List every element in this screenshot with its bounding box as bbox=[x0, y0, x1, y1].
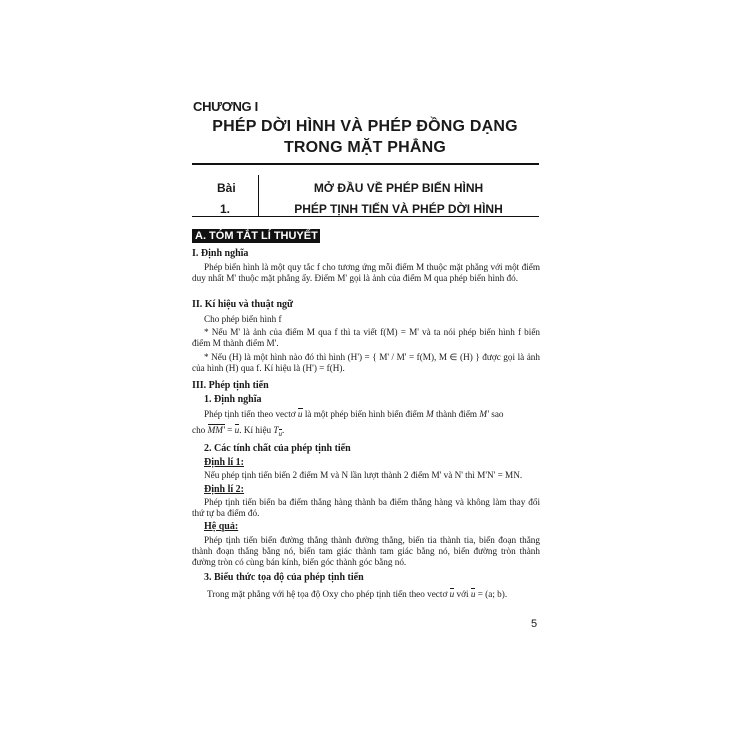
page-number: 5 bbox=[531, 618, 538, 630]
chapter-label: CHƯƠNG I bbox=[193, 99, 258, 114]
def-text-d: sao bbox=[491, 409, 504, 419]
section-2-bullet-2: * Nếu (H) là một hình nào đó thì hình (H') = { M' / M' = f(M), M ∈ (H) } được gọi là ảnh của hình (H) qua f. Kí hiệu là (H') = f(H). bbox=[192, 352, 540, 373]
def-text-e: cho bbox=[192, 425, 206, 435]
theorem-1-text: Nếu phép tịnh tiến biến 2 điểm M và N lần lượt thành 2 điểm M' và N' thì M'N' = MN. bbox=[204, 470, 523, 480]
lesson-number: 1. bbox=[220, 202, 231, 216]
vector-mm-prime: MM' bbox=[207, 425, 225, 435]
def-text-g: . bbox=[282, 425, 285, 435]
translation-symbol: $T_u$ bbox=[273, 425, 283, 438]
definition-heading: 1. Định nghĩa bbox=[204, 394, 262, 405]
section-2-bullet-1: * Nếu M' là ảnh của điểm M qua f thì ta viết f(M) = M' và ta nói phép biến hình f biến điểm M thành điểm M'. bbox=[192, 327, 540, 348]
section-1-text: Phép biến hình là một quy tắc f cho tương ứng mỗi điểm M thuộc mặt phẳng với một điểm duy nhất M' thuộc mặt phẳng ấy. Điểm M' gọi là ảnh của điểm M qua phép biến hình đó. bbox=[192, 262, 540, 283]
lesson-label: Bài bbox=[217, 181, 236, 195]
point-m-prime: M' bbox=[479, 409, 489, 419]
point-m: M bbox=[426, 409, 434, 419]
vector-u: u bbox=[297, 409, 303, 419]
coord-vector-u-2: u bbox=[470, 589, 476, 599]
lesson-title-1: MỞ ĐẦU VỀ PHÉP BIẾN HÌNH bbox=[313, 181, 484, 195]
section-2-intro: Cho phép biến hình f bbox=[204, 314, 282, 324]
def-equals: = bbox=[227, 425, 233, 435]
corollary-text: Phép tịnh tiến biến đường thẳng thành đường thẳng, biến tia thành tia, biến đoạn thẳng thành đoạn thẳng bằng nó, biến tam giác thành tam giác bằng nó, biến đường tròn thành đường tròn có cùng bán kính, biến góc thành góc bằng nó. bbox=[192, 535, 540, 567]
coordinate-heading: 3. Biểu thức tọa độ của phép tịnh tiến bbox=[204, 572, 364, 583]
theorem-2-heading: Định lí 2: bbox=[204, 484, 245, 495]
def-text-f: . Kí hiệu bbox=[239, 425, 272, 435]
lesson-title-2: PHÉP TỊNH TIẾN VÀ PHÉP DỜI HÌNH bbox=[294, 202, 503, 216]
lesson-bottom-rule bbox=[192, 216, 539, 217]
coord-text-b: với bbox=[456, 589, 469, 599]
section-2-heading: II. Kí hiệu và thuật ngữ bbox=[192, 299, 294, 310]
vector-u-2: u bbox=[234, 425, 240, 435]
def-text-c: thành điểm bbox=[435, 409, 478, 419]
title-divider bbox=[192, 163, 539, 165]
chapter-title-line-2: TRONG MẶT PHẲNG bbox=[283, 139, 447, 156]
section-1-heading: I. Định nghĩa bbox=[192, 248, 249, 259]
coordinate-text bbox=[207, 589, 507, 599]
def-text-a: Phép tịnh tiến theo vectơ bbox=[204, 409, 296, 419]
coord-text-a: Trong mặt phẳng với hệ tọa độ Oxy cho phép tịnh tiến theo vectơ bbox=[207, 589, 448, 599]
definition-line-2 bbox=[192, 425, 284, 438]
section-3-heading: III. Phép tịnh tiến bbox=[192, 380, 269, 391]
chapter-title-line-1: PHÉP DỜI HÌNH VÀ PHÉP ĐỒNG DẠNG bbox=[212, 118, 518, 135]
corollary-heading: Hệ quả: bbox=[204, 521, 239, 532]
theorem-1-heading: Định lí 1: bbox=[204, 457, 245, 468]
section-a-heading: A. TÓM TẮT LÍ THUYẾT bbox=[192, 229, 320, 243]
coord-text-c: = (a; b). bbox=[477, 589, 508, 599]
definition-line-1 bbox=[204, 409, 504, 419]
theorem-2-text: Phép tịnh tiến biến ba điểm thẳng hàng thành ba điểm thẳng hàng và không làm thay đổi thứ tự ba điểm đó. bbox=[192, 497, 540, 518]
properties-heading: 2. Các tính chất của phép tịnh tiến bbox=[204, 443, 351, 454]
coord-vector-u: u bbox=[449, 589, 455, 599]
def-text-b: là một phép biến hình biến điểm bbox=[304, 409, 424, 419]
